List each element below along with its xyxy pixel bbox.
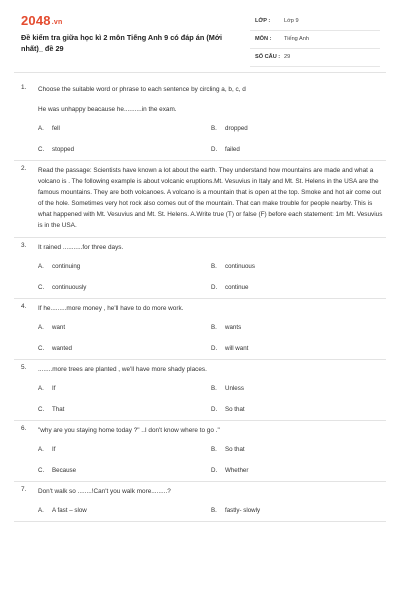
question-item [14,360,386,421]
answer-option[interactable] [38,445,211,454]
option-text: stopped [52,146,75,153]
answer-option[interactable] [38,384,211,393]
answer-option[interactable] [211,124,378,133]
option-letter: C. [38,467,45,474]
meta-value[interactable]: Lớp 9 [284,18,299,24]
meta-row-count [250,49,380,67]
option-text: continue [225,284,249,291]
question-item [14,482,386,522]
option-text: Unless [225,385,244,392]
answer-option[interactable] [38,323,211,332]
option-letter: A. [38,263,44,270]
answer-option[interactable] [211,283,378,292]
option-letter: D. [211,146,218,153]
option-text: want [52,324,66,331]
answer-option[interactable] [38,145,211,154]
question-number: 2. [21,165,27,172]
option-text: fell [52,125,60,132]
option-letter: C. [38,406,45,413]
answer-options [38,445,378,475]
question-prompt: He was unhappy beacause he..........in the exam. [38,106,177,113]
meta-key: LỚP : [255,18,271,24]
question-list [0,80,400,522]
answer-option[interactable] [211,323,378,332]
meta-value: 29 [284,54,291,60]
question-text: Choose the suitable word or phrase to each sentence by circling a, b, c, d [38,86,246,93]
option-letter: A. [38,125,44,132]
exam-meta [250,13,380,67]
option-text: If [52,446,56,453]
answer-option[interactable] [38,506,211,515]
option-text: So that [225,446,245,453]
option-letter: B. [211,446,217,453]
option-letter: D. [211,467,218,474]
page-header [0,0,400,66]
option-letter: A. [38,324,44,331]
meta-row-class [250,13,380,31]
question-text: Read the passage: Scientists have known a lot about the earth. They understand how mountains are made and what a volcano is . The following example is about volcanic eruptions.Mt. Vesuvius in Italy and Mt. St. Helens in the USA are the famous mountains. They are both volcanoes. A volcano is a mountain that is open at the top. Smoke and hot air come out of the hole. Sometimes very hot rock also comes out of the mountain. That can make trouble for people nearby. This is what happened with Mt. Vesuvius and Mt. St. Helens. A.Write true (T) or false (F) before each statement: 1m Mt. Vesuvius is in the USA. [38,167,383,229]
answer-option[interactable] [211,262,378,271]
option-letter: D. [211,284,218,291]
answer-option[interactable] [211,145,378,154]
question-text: "why are you staying home today ?" ..I don't know where to go ." [38,427,220,434]
option-letter: A. [38,385,44,392]
question-text: It rained ...........for three days. [38,244,124,251]
question-item [14,238,386,299]
question-item [14,80,386,161]
option-text: dropped [225,125,248,132]
meta-row-subject [250,31,380,49]
option-text: fastly- slowly [225,507,261,514]
option-letter: C. [38,345,45,352]
option-text: wanted [52,345,72,352]
option-letter: D. [211,345,218,352]
header-divider [14,72,386,73]
meta-key: SỐ CÂU : [255,54,281,60]
question-item [14,299,386,360]
question-number: 6. [21,425,27,432]
meta-value[interactable]: Tiếng Anh [284,36,309,42]
option-text: will want [225,345,249,352]
question-text: If he.........more money , he'll have to do more work. [38,305,184,312]
option-letter: B. [211,385,217,392]
option-text: wants [225,324,242,331]
answer-option[interactable] [211,405,378,414]
option-text: continuous [225,263,255,270]
answer-option[interactable] [38,262,211,271]
option-letter: A. [38,507,44,514]
option-text: Whether [225,467,249,474]
answer-option[interactable] [211,384,378,393]
logo-main: 2048 [21,13,51,28]
answer-option[interactable] [211,506,378,515]
option-text: continuously [52,284,87,291]
question-item [14,161,386,238]
meta-key: MÔN : [255,36,272,42]
option-text: That [52,406,65,413]
answer-options [38,506,378,515]
question-text: ........more trees are planted , we'll have more shady places. [38,366,207,373]
option-letter: C. [38,146,45,153]
option-text: So that [225,406,245,413]
logo-suffix: .vn [51,19,63,26]
option-letter: B. [211,125,217,132]
question-number: 1. [21,84,27,91]
exam-title: Đề kiểm tra giữa học kì 2 môn Tiếng Anh 9 có đáp án (Mới nhất)_ đề 29 [21,33,223,53]
site-logo[interactable] [21,13,62,28]
question-number: 7. [21,486,27,493]
answer-option[interactable] [211,344,378,353]
question-number: 4. [21,303,27,310]
question-number: 5. [21,364,27,371]
option-letter: D. [211,406,218,413]
option-text: failed [225,146,240,153]
option-letter: B. [211,507,217,514]
answer-option[interactable] [38,283,211,292]
option-text: A fast – slow [52,507,87,514]
answer-options [38,124,378,154]
option-letter: B. [211,324,217,331]
answer-options [38,384,378,414]
option-text: continuing [52,263,81,270]
option-text: Because [52,467,77,474]
option-letter: C. [38,284,45,291]
option-letter: B. [211,263,217,270]
question-number: 3. [21,242,27,249]
answer-options [38,323,378,353]
answer-option[interactable] [38,124,211,133]
answer-option[interactable] [38,344,211,353]
option-text: If [52,385,56,392]
answer-options [38,262,378,292]
option-letter: A. [38,446,44,453]
answer-option[interactable] [38,405,211,414]
question-item [14,421,386,482]
answer-option[interactable] [38,466,211,475]
answer-option[interactable] [211,466,378,475]
answer-option[interactable] [211,445,378,454]
question-text: Don't walk so ........!Can't you walk more.........? [38,488,171,495]
